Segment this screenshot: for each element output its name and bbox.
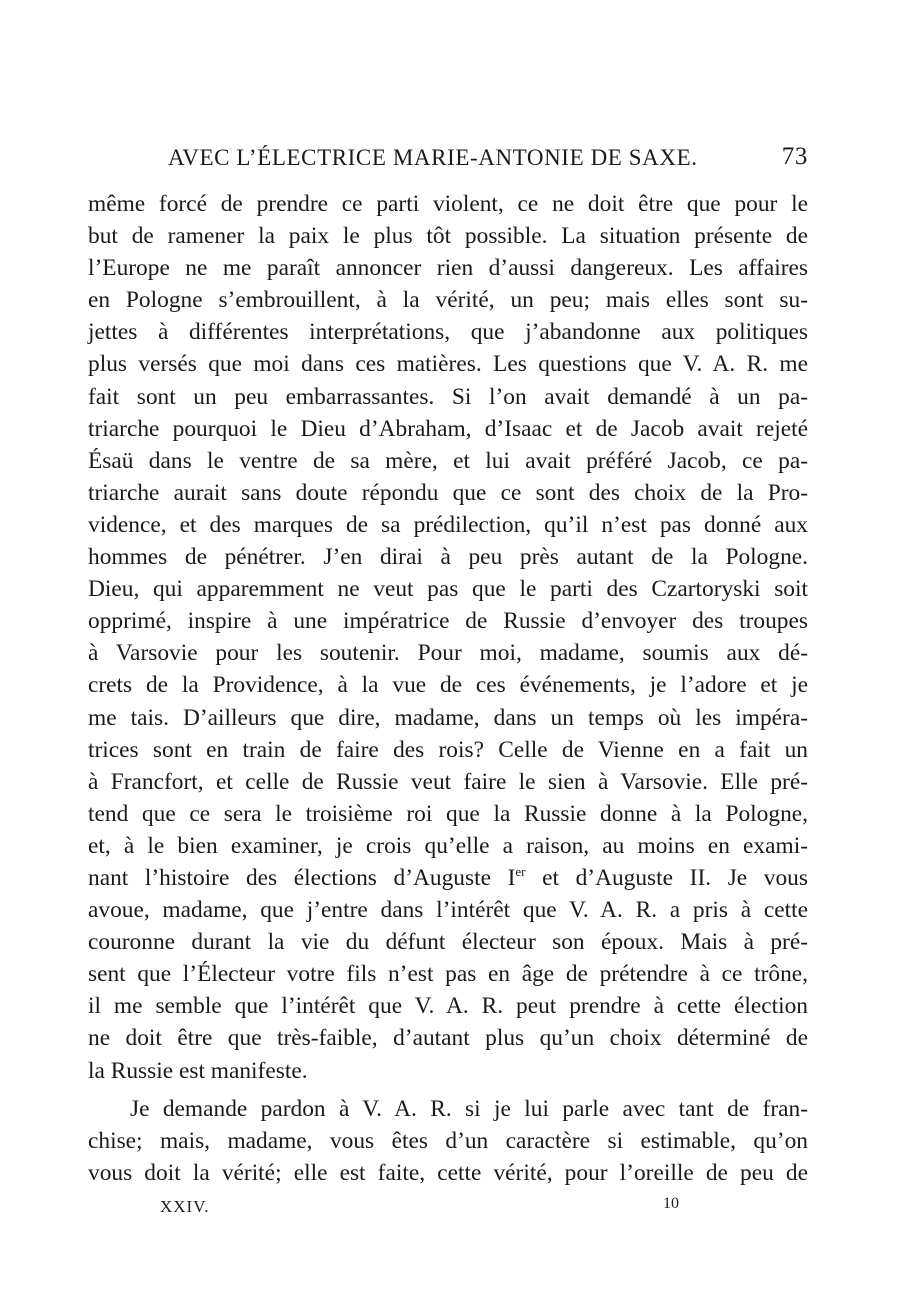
text-line: vidence, et des marques de sa prédilection, qu’il n’est pas donné aux: [88, 511, 808, 538]
text-line: crets de la Providence, à la vue de ces événements, je l’adore et je: [88, 672, 808, 699]
text-line: hommes de pénétrer. J’en dirai à peu près autant de la Pologne.: [88, 544, 808, 571]
text-line: en Pologne s’embrouillent, à la vérité, un peu; mais elles sont su-: [88, 287, 808, 314]
text-line: il me semble que l’intérêt que V. A. R. peut prendre à cette élection: [88, 993, 808, 1020]
text-line: Dieu, qui apparemment ne veut pas que le parti des Czartoryski soit: [88, 576, 808, 603]
text-line: l’Europe ne me paraît annoncer rien d’aussi dangereux. Les affaires: [88, 255, 808, 282]
text-line: avoue, madame, que j’entre dans l’intérêt que V. A. R. a pris à cette: [88, 897, 808, 924]
signature-mark: XXIV.: [160, 1197, 210, 1216]
text-line: Ésaü dans le ventre de sa mère, et lui avait préféré Jacob, ce pa-: [88, 447, 808, 474]
text-line: me tais. D’ailleurs que dire, madame, dans un temps où les impéra-: [88, 704, 808, 731]
text-line: vous doit la vérité; elle est faite, cette vérité, pour l’oreille de peu de: [88, 1159, 808, 1186]
sheet-number: 10: [663, 1195, 679, 1212]
text-line-auguste: [88, 862, 808, 894]
text-line: jettes à différentes interprétations, que j’abandonne aux politiques: [88, 319, 808, 346]
ordinal-superscript: er: [515, 864, 526, 880]
text-line: à Varsovie pour les soutenir. Pour moi, madame, soumis aux dé-: [88, 640, 808, 667]
text-line: à Francfort, et celle de Russie veut faire le sien à Varsovie. Elle pré-: [88, 768, 808, 795]
paragraph-end-line: la Russie est manifeste.: [88, 1057, 308, 1084]
text-line: fait sont un peu embarrassantes. Si l’on avait demandé à un pa-: [88, 383, 808, 410]
body-text: [88, 188, 808, 1189]
auguste-after: et d’Auguste II. Je vous: [525, 864, 808, 891]
text-line: triarche aurait sans doute répondu que ce sont des choix de la Pro-: [88, 479, 808, 506]
text-line: opprimé, inspire à une impératrice de Russie d’envoyer des troupes: [88, 608, 808, 635]
text-line: tend que ce sera le troisième roi que la Russie donne à la Pologne,: [88, 800, 808, 827]
running-title: AVEC L’ÉLECTRICE MARIE-ANTONIE DE SAXE.: [168, 145, 698, 170]
running-head: [88, 143, 808, 177]
text-line: triarche pourquoi le Dieu d’Abraham, d’Isaac et de Jacob avait rejeté: [88, 415, 808, 442]
auguste-before: nant l’histoire des élections d’Auguste I: [88, 864, 516, 891]
text-line: but de ramener la paix le plus tôt possible. La situation présente de: [88, 223, 808, 250]
text-line: chise; mais, madame, vous êtes d’un caractère si estimable, qu’on: [88, 1127, 808, 1154]
text-line: couronne durant la vie du défunt électeur son époux. Mais à pré-: [88, 929, 808, 956]
text-line: ne doit être que très-faible, d’autant plus qu’un choix déterminé de: [88, 1025, 808, 1052]
text-line: et, à le bien examiner, je crois qu’elle a raison, au moins en exami-: [88, 832, 808, 859]
text-line: trices sont en train de faire des rois? Celle de Vienne en a fait un: [88, 736, 808, 763]
text-line: sent que l’Électeur votre fils n’est pas en âge de prétendre à ce trône,: [88, 961, 808, 988]
text-line: même forcé de prendre ce parti violent, ce ne doit être que pour le: [88, 191, 808, 217]
text-line: plus versés que moi dans ces matières. Les questions que V. A. R. me: [88, 351, 808, 378]
paragraph-start-line: Je demande pardon à V. A. R. si je lui parle avec tant de fran-: [130, 1095, 808, 1122]
page-number: 73: [781, 143, 808, 170]
